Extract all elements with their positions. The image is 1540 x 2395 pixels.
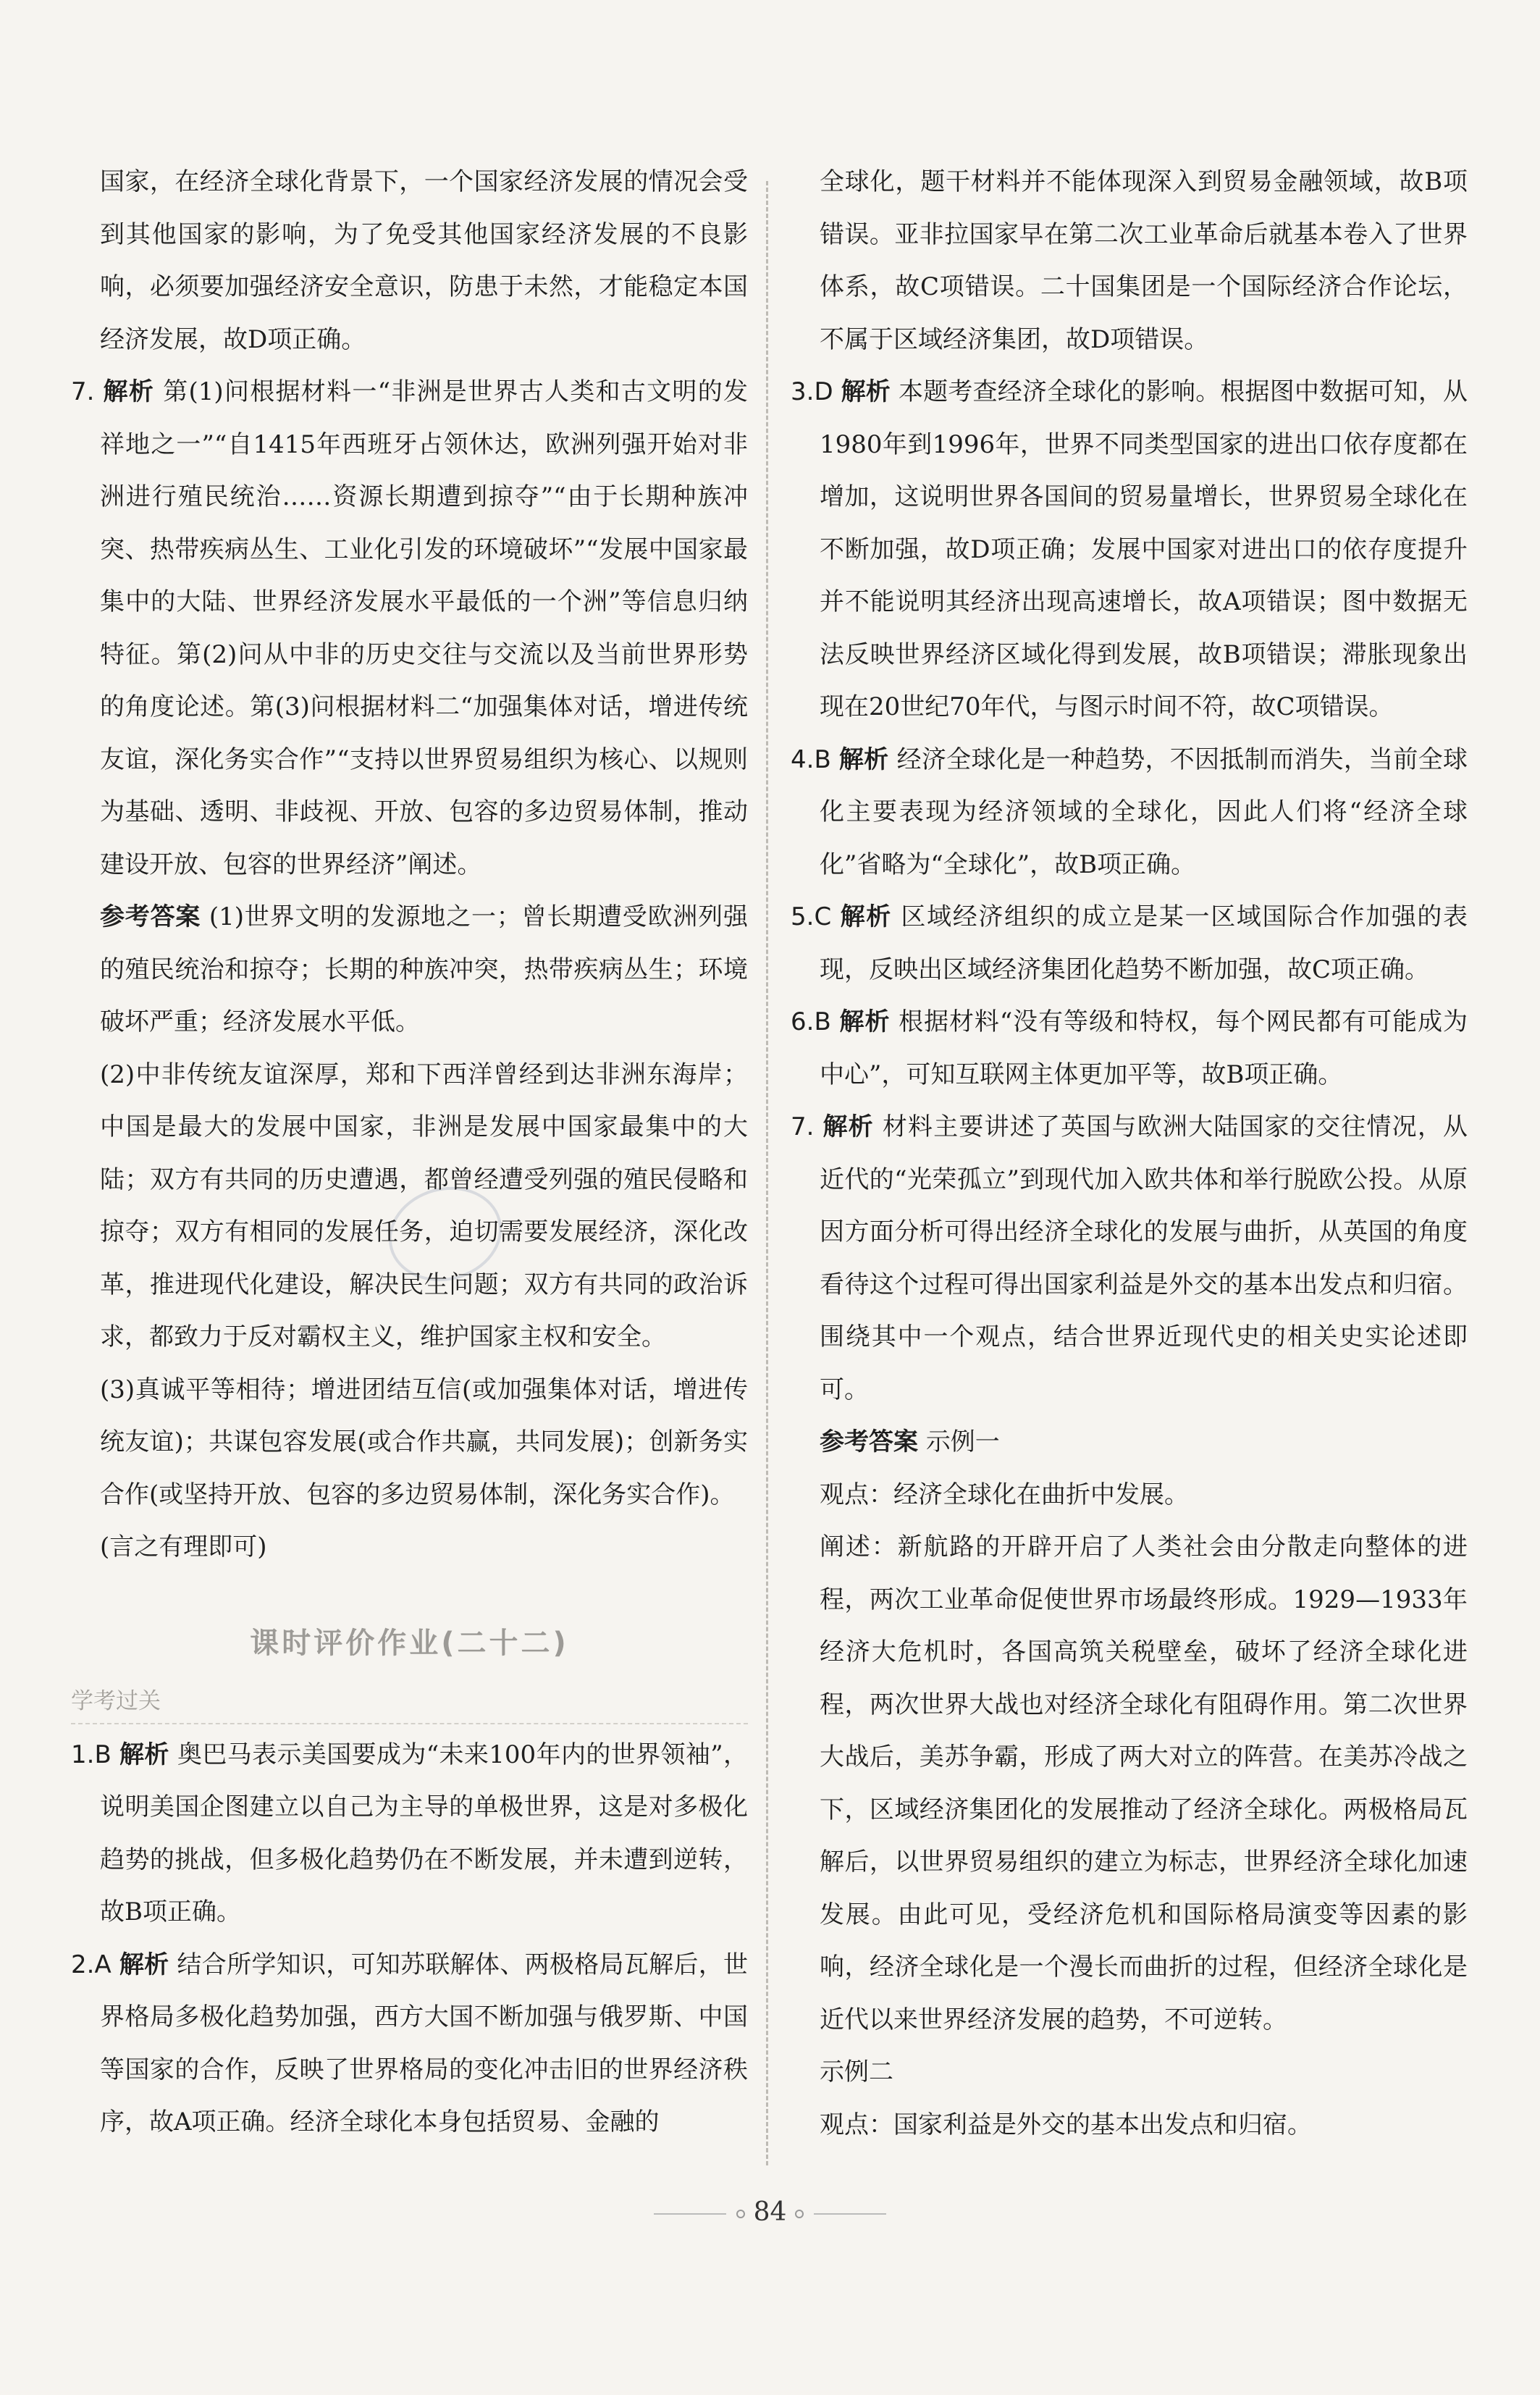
paragraph: [791, 2046, 1468, 2099]
paragraph-text: 第(1)问根据材料一“非洲是世界古人类和古文明的发祥地之一”“自1415年西班牙占领休达，欧洲列强开始对非洲进行殖民统治……资源长期遭到掠夺”“由于长期种族冲突、热带疾病丛生、工业化引发的环境破坏”“发展中国家最集中的大陆、世界经济发展水平最低的一个洲”等信息归纳特征。第(2)问从中非的历史交往与交流以及当前世界形势的角度论述。第(3)问根据材料二“加强集体对话，增进传统友谊，深化务实合作”“支持以世界贸易组织为核心、以规则为基础、透明、非歧视、开放、包容的多边贸易体制，推动建设开放、包容的世界经济”阐述。: [100, 377, 749, 879]
paragraph: [791, 996, 1468, 1101]
item-number: 4.B: [791, 744, 831, 774]
paragraph: [791, 156, 1468, 366]
paragraph: [71, 1729, 748, 1939]
item-number: 5.C: [791, 902, 832, 931]
page-footer: [0, 2194, 1540, 2231]
paragraph: [71, 366, 748, 891]
paragraph: [791, 1416, 1468, 1469]
paragraph: [791, 891, 1468, 996]
paragraph-text: (言之有理即可): [100, 1532, 267, 1561]
paragraph-text: 观点：国家利益是外交的基本出发点和归宿。: [820, 2110, 1312, 2139]
paragraph-text: 观点：经济全球化在曲折中发展。: [820, 1480, 1189, 1509]
left-answers: [71, 1729, 748, 2149]
item-number: 7.: [791, 1112, 815, 1141]
paragraph: [791, 734, 1468, 892]
paragraph-text: 本题考查经济全球化的影响。根据图中数据可知，从1980年到1996年，世界不同类型国家的进出口依存度都在增加，这说明世界各国间的贸易量增长，世界贸易全球化在不断加强，故D项正确；发展中国家对进出口的依存度提升并不能说明其经济出现高速增长，故A项错误；图中数据无法反映世界经济区域化得到发展，故B项错误；滞胀现象出现在20世纪70年代，与图示时间不符，故C项错误。: [820, 377, 1468, 721]
keyword-label: 解析: [822, 1112, 874, 1141]
paragraph-text: 根据材料“没有等级和特权，每个网民都有可能成为中心”，可知互联网主体更加平等，故B项正确。: [820, 1007, 1468, 1089]
paragraph-text: 经济全球化是一种趋势，不因抵制而消失，当前全球化主要表现为经济领域的全球化，因此人们将“经济全球化”省略为“全球化”，故B项正确。: [820, 744, 1468, 879]
keyword-label: 参考答案: [820, 1427, 918, 1456]
right-column: [791, 156, 1468, 2151]
paragraph-text: 国家，在经济全球化背景下，一个国家经济发展的情况会受到其他国家的影响，为了免受其他国家经济发展的不良影响，必须要加强经济安全意识，防患于未然，才能稳定本国经济发展，故D项正确。: [100, 167, 748, 354]
keyword-label: 解析: [841, 377, 891, 406]
section-label: 学考过关: [71, 1679, 748, 1724]
left-column: [71, 156, 748, 2149]
paragraph-text: 全球化，题干材料并不能体现深入到贸易金融领域，故B项错误。亚非拉国家早在第二次工业革命后就基本卷入了世界体系，故C项错误。二十国集团是一个国际经济合作论坛，不属于区域经济集团，故D项错误。: [820, 167, 1468, 354]
left-paragraphs: [71, 156, 748, 1574]
paragraph: [791, 2099, 1468, 2152]
paragraph: [791, 1101, 1468, 1416]
paragraph-text: 区域经济组织的成立是某一区域国际合作加强的表现，反映出区域经济集团化趋势不断加强，故C项正确。: [820, 902, 1468, 984]
paragraph: [71, 156, 748, 366]
page-number: 84: [753, 2197, 787, 2227]
paragraph-text: 结合所学知识，可知苏联解体、两极格局瓦解后，世界格局多极化趋势加强，西方大国不断加强与俄罗斯、中国等国家的合作，反映了世界格局的变化冲击旧的世界经济秩序，故A项正确。经济全球化本身包括贸易、金融的: [100, 1950, 749, 2136]
keyword-label: 解析: [103, 377, 155, 406]
item-number: 1.B: [71, 1740, 111, 1769]
item-number: 7.: [71, 377, 95, 406]
paragraph-text: (1)世界文明的发源地之一；曾长期遭受欧洲列强的殖民统治和掠夺；长期的种族冲突，热带疾病丛生；环境破坏严重；经济发展水平低。: [100, 902, 748, 1036]
keyword-label: 解析: [119, 1950, 169, 1979]
paragraph: [791, 366, 1468, 734]
paragraph-text: 阐述：新航路的开辟开启了人类社会由分散走向整体的进程，两次工业革命促使世界市场最终形成。1929—1933年经济大危机时，各国高筑关税壁垒，破坏了经济全球化进程，两次世界大战也对经济全球化有阻碍作用。第二次世界大战后，美苏争霸，形成了两大对立的阵营。在美苏冷战之下，区域经济集团化的发展推动了经济全球化。两极格局瓦解后，以世界贸易组织的建立为标志，世界经济全球化加速发展。由此可见，受经济危机和国际格局演变等因素的影响，经济全球化是一个漫长而曲折的过程，但经济全球化是近代以来世界经济发展的趋势，不可逆转。: [820, 1532, 1468, 2034]
paragraph: [791, 1521, 1468, 2046]
paragraph: [71, 1521, 748, 1574]
keyword-label: 解析: [839, 1007, 891, 1036]
paragraph: [71, 891, 748, 1049]
paragraph-text: 示例一: [925, 1427, 1000, 1456]
column-divider: [766, 181, 768, 2165]
keyword-label: 参考答案: [100, 902, 201, 931]
paragraph-text: 材料主要讲述了英国与欧洲大陆国家的交往情况，从近代的“光荣孤立”到现代加入欧共体和举行脱欧公投。从原因方面分析可得出经济全球化的发展与曲折，从英国的角度看待这个过程可得出国家利益是外交的基本出发点和归宿。围绕其中一个观点，结合世界近现代史的相关史实论述即可。: [820, 1112, 1468, 1404]
paragraph-text: (2)中非传统友谊深厚，郑和下西洋曾经到达非洲东海岸；中国是最大的发展中国家，非洲是发展中国家最集中的大陆；双方有共同的历史遭遇，都曾经遭受列强的殖民侵略和掠夺；双方有相同的发展任务，迫切需要发展经济，深化改革，推进现代化建设，解决民生问题；双方有共同的政治诉求，都致力于反对霸权主义，维护国家主权和安全。: [100, 1060, 748, 1351]
item-number: 2.A: [71, 1950, 111, 1979]
item-number: 6.B: [791, 1007, 831, 1036]
section-heading: 课时评价作业(二十二): [250, 1626, 569, 1660]
paragraph: [791, 1469, 1468, 1522]
item-number: 3.D: [791, 377, 833, 406]
paragraph-text: (3)真诚平等相待；增进团结互信(或加强集体对话，增进传统友谊)；共谋包容发展(或合作共赢，共同发展)；创新务实合作(或坚持开放、包容的多边贸易体制，深化务实合作)。: [100, 1375, 748, 1509]
paragraph: [71, 1939, 748, 2149]
paragraph-text: 奥巴马表示美国要成为“未来100年内的世界领袖”，说明美国企图建立以自己为主导的单极世界，这是对多极化趋势的挑战，但多极化趋势仍在不断发展，并未遭到逆转，故B项正确。: [100, 1740, 749, 1926]
paragraph: [71, 1364, 748, 1522]
keyword-label: 解析: [838, 744, 889, 774]
keyword-label: 解析: [119, 1740, 169, 1769]
paragraph: [71, 1049, 748, 1364]
right-paragraphs: [791, 156, 1468, 2151]
paragraph-text: 示例二: [820, 2058, 893, 2086]
keyword-label: 解析: [840, 902, 892, 931]
